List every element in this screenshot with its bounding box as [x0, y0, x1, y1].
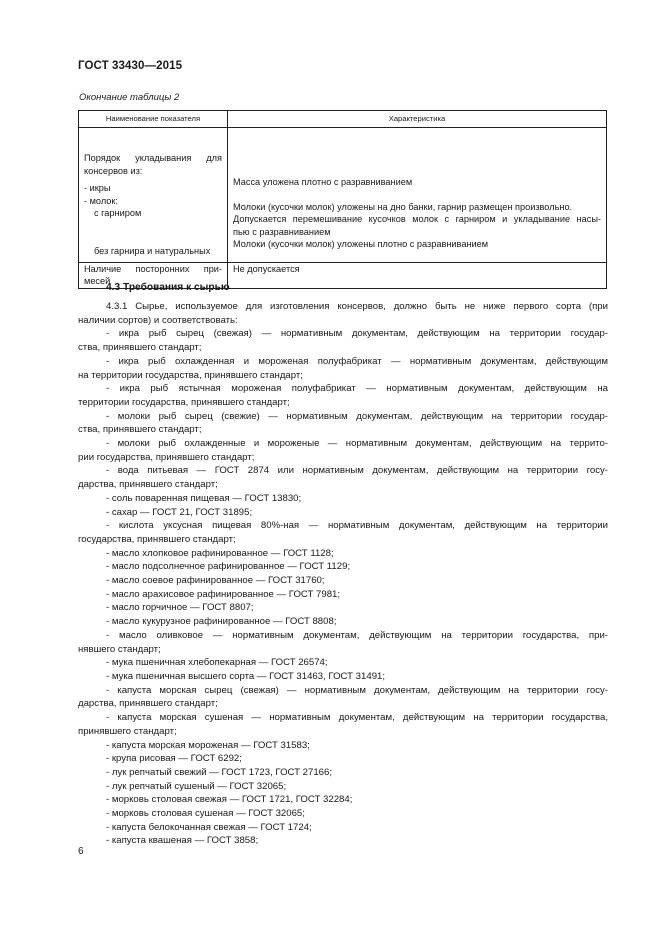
requirements-table — [78, 110, 607, 289]
paragraph-line: - капуста квашеная — ГОСТ 3858; — [106, 835, 259, 847]
cell-line: - молок: — [84, 195, 118, 206]
column-header-characteristic: Характеристика — [228, 111, 607, 128]
cell-line: месей — [84, 276, 111, 287]
paragraph-line: - икра рыб охлажденная и мороженая полуфабрикат — нормативным документам, действующим — [106, 355, 608, 367]
paragraph-line: дарства, принявшего стандарт; — [78, 479, 218, 491]
paragraph-line: - молоки рыб охлажденные и мороженые — нормативным документам, действующим на террито- — [106, 438, 608, 450]
cell-line: Допускается перемешивание кусочков молок с гарниром и укладывание насы- — [233, 214, 601, 225]
column-header-name: Наименование показателя — [79, 111, 228, 128]
cell-line: Не допускается — [233, 263, 300, 274]
row-value-cell — [228, 262, 607, 288]
paragraph-line: - морковь столовая свежая — ГОСТ 1721, ГОСТ 32284; — [106, 794, 353, 806]
paragraph-line: наличии сортов) и соответствовать: — [78, 314, 238, 326]
paragraph-line: - сахар — ГОСТ 21, ГОСТ 31895; — [106, 506, 253, 518]
paragraph-line: рии государства, принявшего стандарт; — [78, 451, 255, 463]
paragraph-line: - лук репчатый свежий — ГОСТ 1723, ГОСТ 27166; — [106, 766, 333, 778]
paragraph-line: - соль поваренная пищевая — ГОСТ 13830; — [106, 492, 302, 504]
cell-line: Порядок укладывания для — [84, 153, 222, 163]
section-heading: 4.3 Требования к сырью — [106, 282, 230, 293]
page-number: 6 — [78, 846, 84, 857]
paragraph-line: - кислота уксусная пищевая 80%-ная — нормативным документам, действующим на территории — [106, 520, 608, 532]
paragraph-line: - икра рыб сырец (свежая) — нормативным документам, действующим на территории государ- — [106, 328, 608, 340]
paragraph-line: - масло хлопковое рафинированное — ГОСТ 1128; — [106, 547, 334, 559]
paragraph-line: - капуста белокочанная свежая — ГОСТ 1724; — [106, 821, 312, 833]
paragraph-line: - масло подсолнечное рафинированное — ГОСТ 1129; — [106, 561, 351, 573]
section-body — [78, 300, 608, 848]
paragraph-line: - молоки рыб сырец (свежие) — нормативным документам, действующим на территории государ- — [106, 410, 608, 422]
paragraph-line: - капуста морская мороженая — ГОСТ 31583; — [106, 739, 310, 751]
paragraph-line: - масло соевое рафинированное — ГОСТ 31760; — [106, 575, 325, 587]
paragraph-line: государства, принявшего стандарт; — [78, 533, 236, 545]
paragraph-line: - капуста морская сушеная — нормативным документам, действующим на территории государства, — [106, 712, 608, 724]
table-header-row — [79, 111, 607, 128]
paragraph-line: принявшего стандарт; — [78, 725, 177, 737]
cell-line: - икры — [84, 183, 111, 194]
paragraph-line: - морковь столовая сушеная — ГОСТ 32065; — [106, 808, 305, 820]
row-name-cell — [79, 128, 228, 263]
cell-line: консервов из: — [84, 165, 143, 176]
paragraph-line: - масло арахисовое рафинированное — ГОСТ 7981; — [106, 588, 341, 600]
cell-line: Молоки (кусочки молок) уложены плотно с разравниванием — [233, 239, 489, 250]
paragraph-line: ства, принявшего стандарт; — [78, 342, 202, 354]
paragraph-line: - икра рыб ястычная мороженая полуфабрикат — нормативным документам, действующим на — [106, 383, 608, 395]
cell-line: Наличие посторонних при- — [84, 263, 222, 274]
paragraph-line: - лук репчатый сушеный — ГОСТ 32065; — [106, 780, 287, 792]
paragraph-line: - масло оливковое — нормативным документам, действующим на территории государства, при- — [106, 629, 608, 641]
paragraph-line: территории государства, принявшего стандарт; — [78, 396, 290, 408]
paragraph-line: - вода питьевая — ГОСТ 2874 или нормативным документам, действующим на территории госу- — [106, 465, 608, 477]
cell-line: с гарниром — [94, 208, 142, 219]
paragraph-line: - мука пшеничная высшего сорта — ГОСТ 31463, ГОСТ 31491; — [106, 670, 386, 682]
standard-header: ГОСТ 33430—2015 — [78, 60, 183, 72]
paragraph-line: - масло кукурузное рафинированное — ГОСТ 8808; — [106, 616, 337, 628]
paragraph-line: нявшего стандарт; — [78, 643, 161, 655]
paragraph-line: - крупа рисовая — ГОСТ 6292; — [106, 753, 242, 765]
paragraph-line: дарства, принявшего стандарт; — [78, 698, 218, 710]
table-row — [79, 128, 607, 263]
row-value-cell — [228, 128, 607, 263]
paragraph-line: на территории государства, принявшего стандарт; — [78, 369, 303, 381]
cell-line: пью с разравниванием — [233, 226, 331, 237]
paragraph-line: - капуста морская сырец (свежая) — нормативным документам, действующим на территории госу- — [106, 684, 608, 696]
table-caption: Окончание таблицы 2 — [79, 92, 180, 103]
cell-line: без гарнира и натуральных — [94, 245, 211, 256]
paragraph-line: ства, принявшего стандарт; — [78, 424, 202, 436]
paragraph-line-lead: 4.3.1 Сырье, используемое для изготовления консервов, должно быть не ниже первого сорта (при — [106, 301, 608, 312]
paragraph-line: - мука пшеничная хлебопекарная — ГОСТ 26574; — [106, 657, 328, 669]
cell-line: Масса уложена плотно с разравниванием — [233, 177, 413, 187]
cell-line: Молоки (кусочки молок) уложены на дно банки, гарнир размещен произвольно. — [233, 201, 573, 212]
paragraph-line: - масло горчичное — ГОСТ 8807; — [106, 602, 254, 614]
